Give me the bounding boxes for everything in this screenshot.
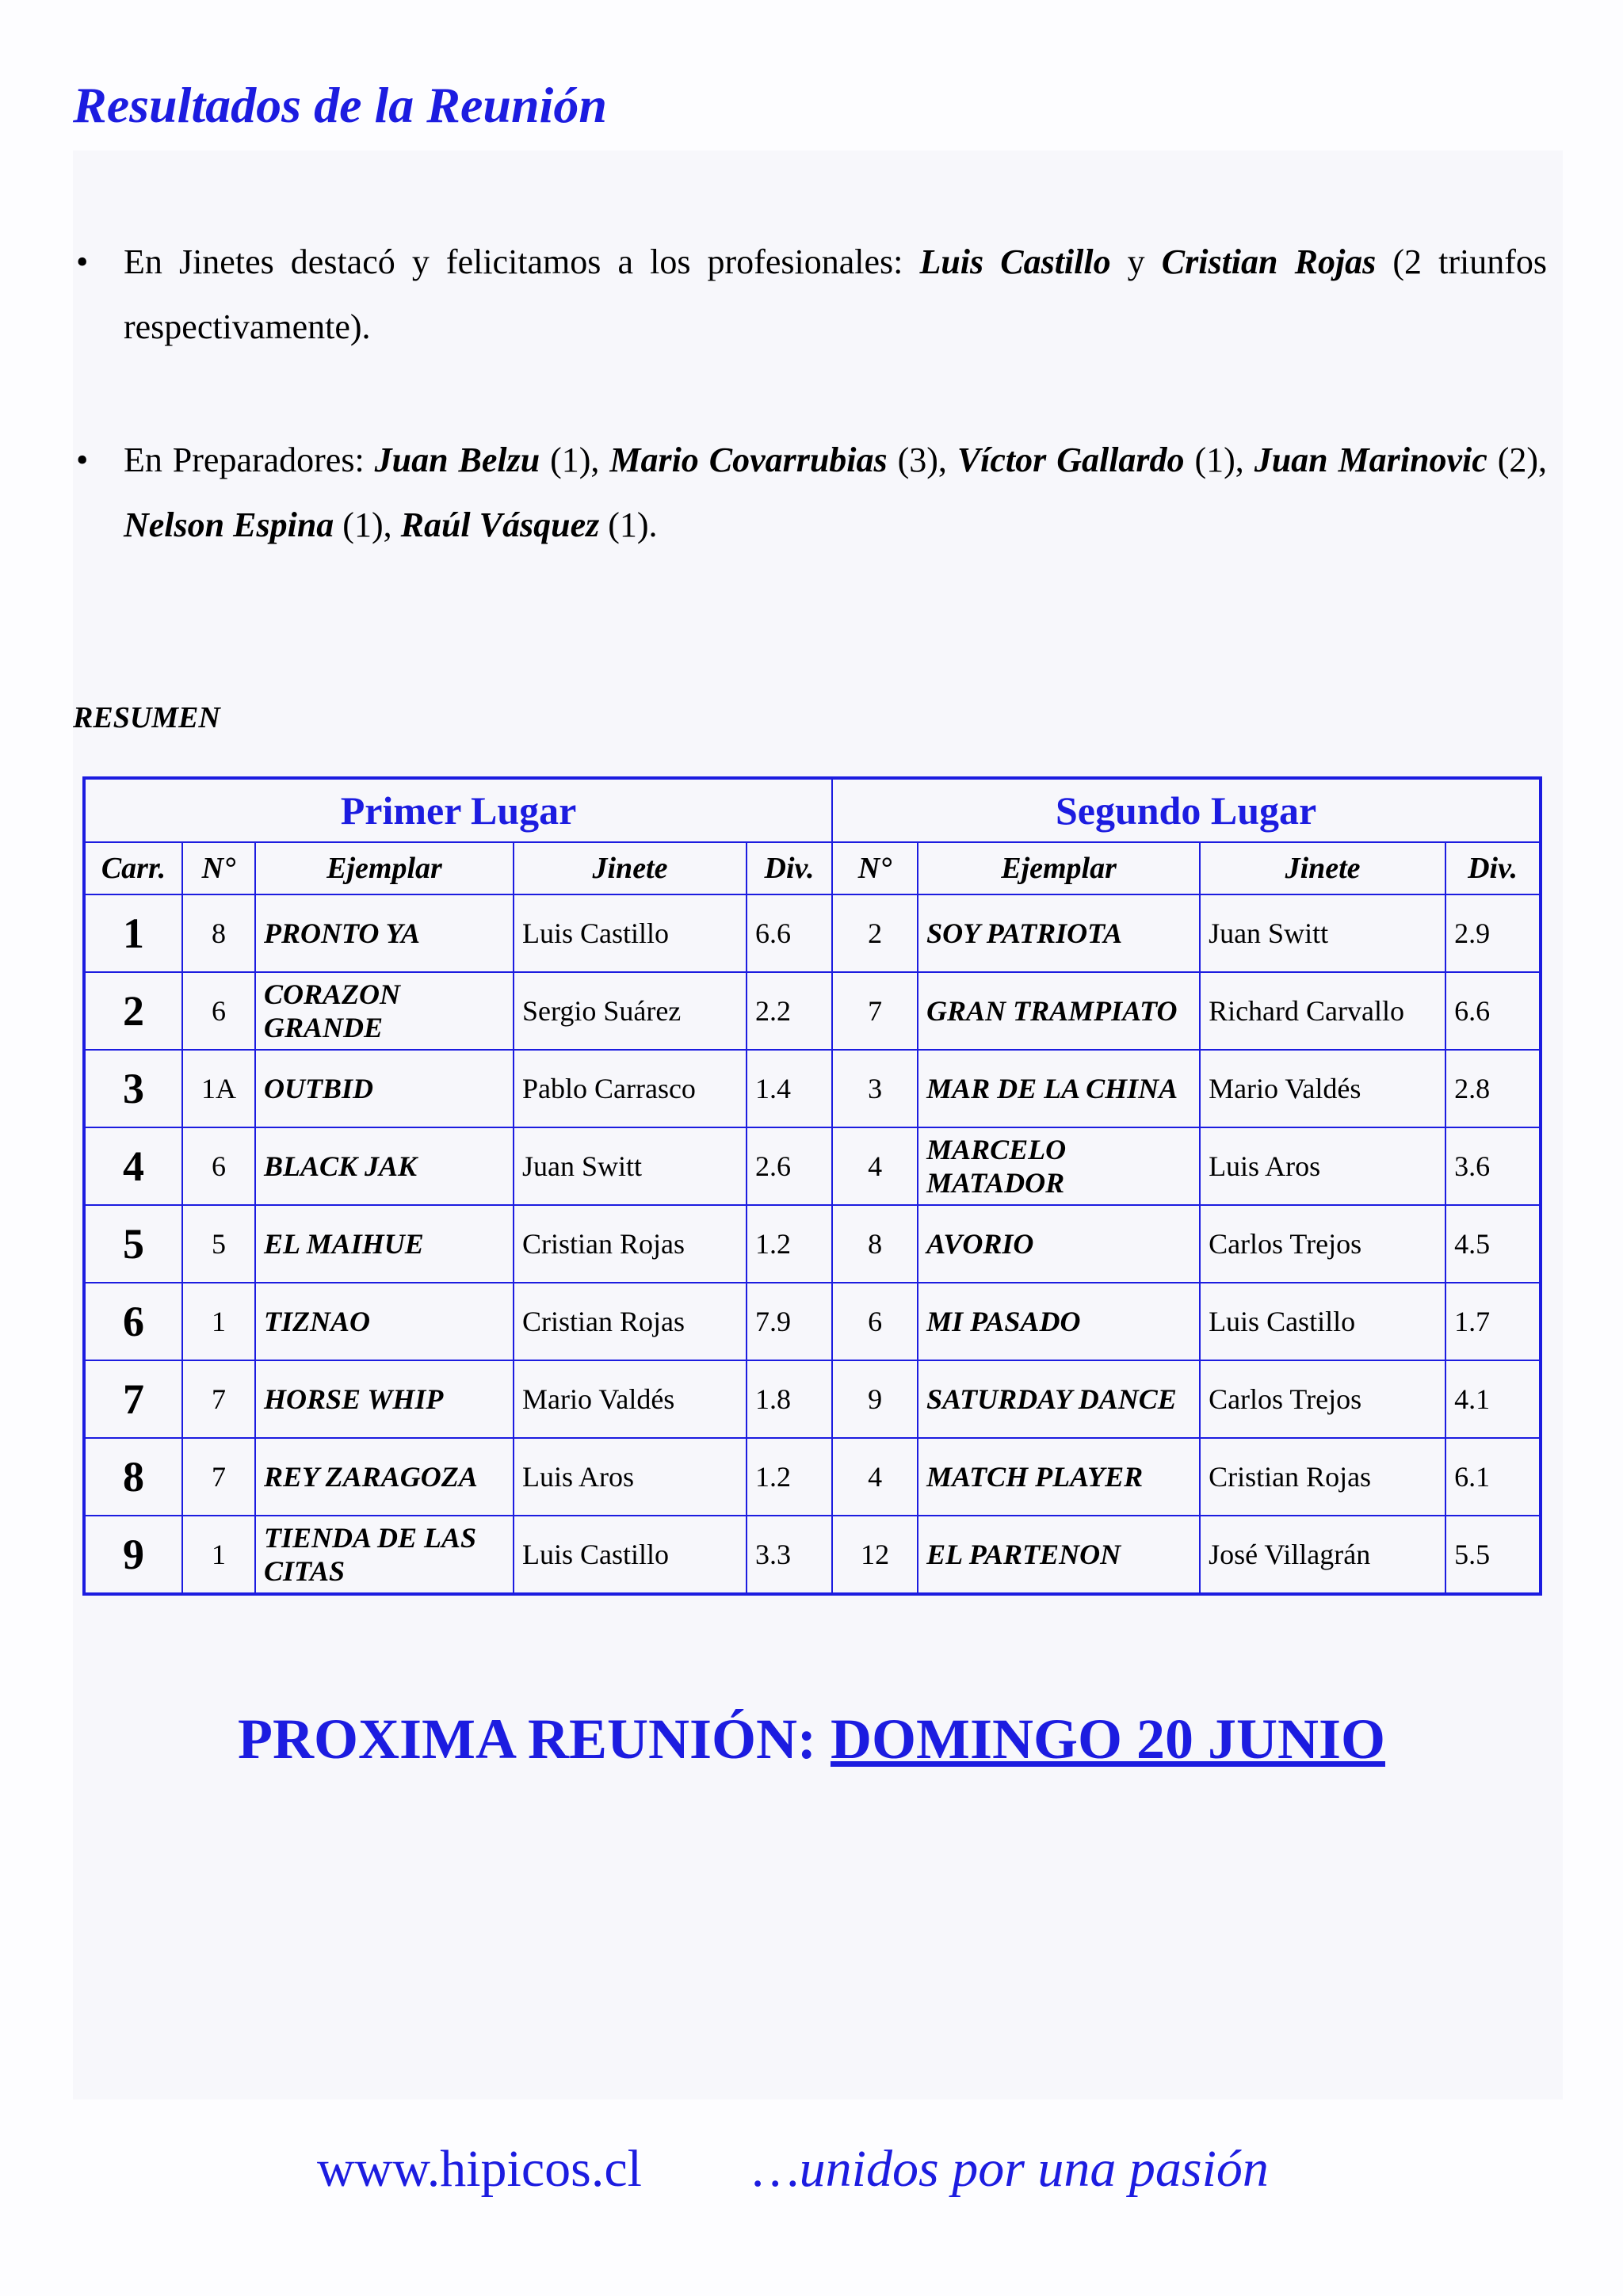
- second-program-number: 2: [832, 894, 918, 972]
- jockeys-connector: y: [1110, 242, 1162, 281]
- table-row: [84, 1127, 1541, 1205]
- table-row: [84, 1360, 1541, 1438]
- second-horse: MAR DE LA CHINA: [918, 1050, 1200, 1127]
- trainer-count: (3),: [887, 441, 957, 479]
- second-dividend: 6.6: [1445, 972, 1541, 1050]
- table-row: [84, 1283, 1541, 1360]
- first-horse: TIENDA DE LAS CITAS: [255, 1516, 514, 1594]
- group-header-row: [84, 778, 1541, 842]
- first-program-number: 1: [182, 1283, 255, 1360]
- second-horse: GRAN TRAMPIATO: [918, 972, 1200, 1050]
- column-header: N°: [832, 842, 918, 894]
- second-jockey: Carlos Trejos: [1200, 1205, 1445, 1283]
- second-dividend: 4.1: [1445, 1360, 1541, 1438]
- column-header: Ejemplar: [918, 842, 1200, 894]
- second-dividend: 3.6: [1445, 1127, 1541, 1205]
- column-header-row: [84, 842, 1541, 894]
- race-number: 2: [84, 972, 182, 1050]
- trainer-name: Juan Marinovic: [1254, 441, 1487, 479]
- table-row: [84, 894, 1541, 972]
- race-number: 5: [84, 1205, 182, 1283]
- table-row: [84, 1516, 1541, 1594]
- trainer-name: Raúl Vásquez: [400, 505, 600, 544]
- trainer-count: (1).: [599, 505, 658, 544]
- second-horse: EL PARTENON: [918, 1516, 1200, 1594]
- first-dividend: 2.6: [747, 1127, 832, 1205]
- column-header: Div.: [1445, 842, 1541, 894]
- first-dividend: 3.3: [747, 1516, 832, 1594]
- first-jockey: Cristian Rojas: [514, 1205, 747, 1283]
- second-program-number: 8: [832, 1205, 918, 1283]
- column-header: Div.: [747, 842, 832, 894]
- trainers-bullet: [73, 428, 1547, 558]
- column-header: Carr.: [84, 842, 182, 894]
- first-program-number: 6: [182, 972, 255, 1050]
- second-program-number: 4: [832, 1438, 918, 1516]
- trainer-count: (1),: [334, 505, 401, 544]
- first-program-number: 5: [182, 1205, 255, 1283]
- jockey-name: Cristian Rojas: [1161, 242, 1377, 281]
- jockeys-intro: En Jinetes destacó y felicitamos a los profesionales:: [124, 242, 920, 281]
- first-jockey: Cristian Rojas: [514, 1283, 747, 1360]
- second-dividend: 5.5: [1445, 1516, 1541, 1594]
- second-dividend: 2.9: [1445, 894, 1541, 972]
- website-link[interactable]: www.hipicos.cl: [317, 2140, 642, 2198]
- column-header: Jinete: [1200, 842, 1445, 894]
- trainer-name: Juan Belzu: [374, 441, 540, 479]
- results-body: [84, 894, 1541, 1594]
- second-program-number: 6: [832, 1283, 918, 1360]
- second-jockey: Luis Castillo: [1200, 1283, 1445, 1360]
- jockey-name: Luis Castillo: [919, 242, 1111, 281]
- second-dividend: 2.8: [1445, 1050, 1541, 1127]
- first-jockey: Luis Castillo: [514, 894, 747, 972]
- first-program-number: 6: [182, 1127, 255, 1205]
- trainer-count: (1),: [540, 441, 610, 479]
- results-table: [82, 776, 1542, 1596]
- second-program-number: 7: [832, 972, 918, 1050]
- column-header: Ejemplar: [255, 842, 514, 894]
- first-horse: HORSE WHIP: [255, 1360, 514, 1438]
- first-program-number: 1A: [182, 1050, 255, 1127]
- second-horse: MARCELO MATADOR: [918, 1127, 1200, 1205]
- race-number: 1: [84, 894, 182, 972]
- first-dividend: 1.2: [747, 1205, 832, 1283]
- column-header: N°: [182, 842, 255, 894]
- table-row: [84, 972, 1541, 1050]
- first-horse: OUTBID: [255, 1050, 514, 1127]
- slogan: …unidos por una pasión: [753, 2140, 1269, 2198]
- first-jockey: Pablo Carrasco: [514, 1050, 747, 1127]
- first-place-header: Primer Lugar: [84, 778, 832, 842]
- table-row: [84, 1205, 1541, 1283]
- second-horse: MATCH PLAYER: [918, 1438, 1200, 1516]
- trainer-name: Mario Covarrubias: [609, 441, 888, 479]
- first-dividend: 1.4: [747, 1050, 832, 1127]
- first-jockey: Sergio Suárez: [514, 972, 747, 1050]
- race-number: 8: [84, 1438, 182, 1516]
- race-number: 3: [84, 1050, 182, 1127]
- second-jockey: Juan Switt: [1200, 894, 1445, 972]
- race-number: 6: [84, 1283, 182, 1360]
- summary-label: RESUMEN: [73, 701, 220, 734]
- first-horse: EL MAIHUE: [255, 1205, 514, 1283]
- race-number: 7: [84, 1360, 182, 1438]
- first-program-number: 1: [182, 1516, 255, 1594]
- second-program-number: 4: [832, 1127, 918, 1205]
- trainer-name: Víctor Gallardo: [957, 441, 1185, 479]
- table-row: [84, 1438, 1541, 1516]
- bullet-icon: •: [76, 242, 89, 281]
- next-meeting-label: PROXIMA REUNIÓN:: [238, 1707, 816, 1771]
- first-horse: TIZNAO: [255, 1283, 514, 1360]
- second-horse: SOY PATRIOTA: [918, 894, 1200, 972]
- second-jockey: Luis Aros: [1200, 1127, 1445, 1205]
- first-horse: REY ZARAGOZA: [255, 1438, 514, 1516]
- trainer-name: Nelson Espina: [124, 505, 334, 544]
- first-jockey: Juan Switt: [514, 1127, 747, 1205]
- second-program-number: 9: [832, 1360, 918, 1438]
- jockeys-outro: (2 triunfos respectivamente).: [124, 242, 1547, 346]
- first-horse: BLACK JAK: [255, 1127, 514, 1205]
- first-dividend: 6.6: [747, 894, 832, 972]
- second-place-header: Segundo Lugar: [832, 778, 1541, 842]
- trainer-count: (2),: [1487, 441, 1548, 479]
- first-jockey: Mario Valdés: [514, 1360, 747, 1438]
- second-jockey: Carlos Trejos: [1200, 1360, 1445, 1438]
- next-meeting-date: DOMINGO 20 JUNIO: [830, 1707, 1385, 1771]
- second-program-number: 12: [832, 1516, 918, 1594]
- first-program-number: 8: [182, 894, 255, 972]
- second-horse: SATURDAY DANCE: [918, 1360, 1200, 1438]
- jockeys-bullet: [73, 230, 1547, 360]
- highlights-list: [73, 230, 1547, 626]
- second-program-number: 3: [832, 1050, 918, 1127]
- trainer-count: (1),: [1184, 441, 1254, 479]
- column-header: Jinete: [514, 842, 747, 894]
- first-horse: PRONTO YA: [255, 894, 514, 972]
- race-number: 9: [84, 1516, 182, 1594]
- first-jockey: Luis Aros: [514, 1438, 747, 1516]
- first-program-number: 7: [182, 1438, 255, 1516]
- second-jockey: Mario Valdés: [1200, 1050, 1445, 1127]
- second-horse: MI PASADO: [918, 1283, 1200, 1360]
- race-number: 4: [84, 1127, 182, 1205]
- first-dividend: 7.9: [747, 1283, 832, 1360]
- first-dividend: 2.2: [747, 972, 832, 1050]
- trainers-intro: En Preparadores:: [124, 441, 375, 479]
- table-row: [84, 1050, 1541, 1127]
- page-title: Resultados de la Reunión: [73, 77, 607, 133]
- second-jockey: Richard Carvallo: [1200, 972, 1445, 1050]
- next-meeting-banner: [0, 1707, 1623, 1772]
- second-horse: AVORIO: [918, 1205, 1200, 1283]
- second-jockey: Cristian Rojas: [1200, 1438, 1445, 1516]
- second-dividend: 6.1: [1445, 1438, 1541, 1516]
- first-dividend: 1.8: [747, 1360, 832, 1438]
- second-jockey: José Villagrán: [1200, 1516, 1445, 1594]
- first-jockey: Luis Castillo: [514, 1516, 747, 1594]
- first-horse: CORAZON GRANDE: [255, 972, 514, 1050]
- first-program-number: 7: [182, 1360, 255, 1438]
- bullet-icon: •: [76, 441, 89, 479]
- first-dividend: 1.2: [747, 1438, 832, 1516]
- second-dividend: 4.5: [1445, 1205, 1541, 1283]
- second-dividend: 1.7: [1445, 1283, 1541, 1360]
